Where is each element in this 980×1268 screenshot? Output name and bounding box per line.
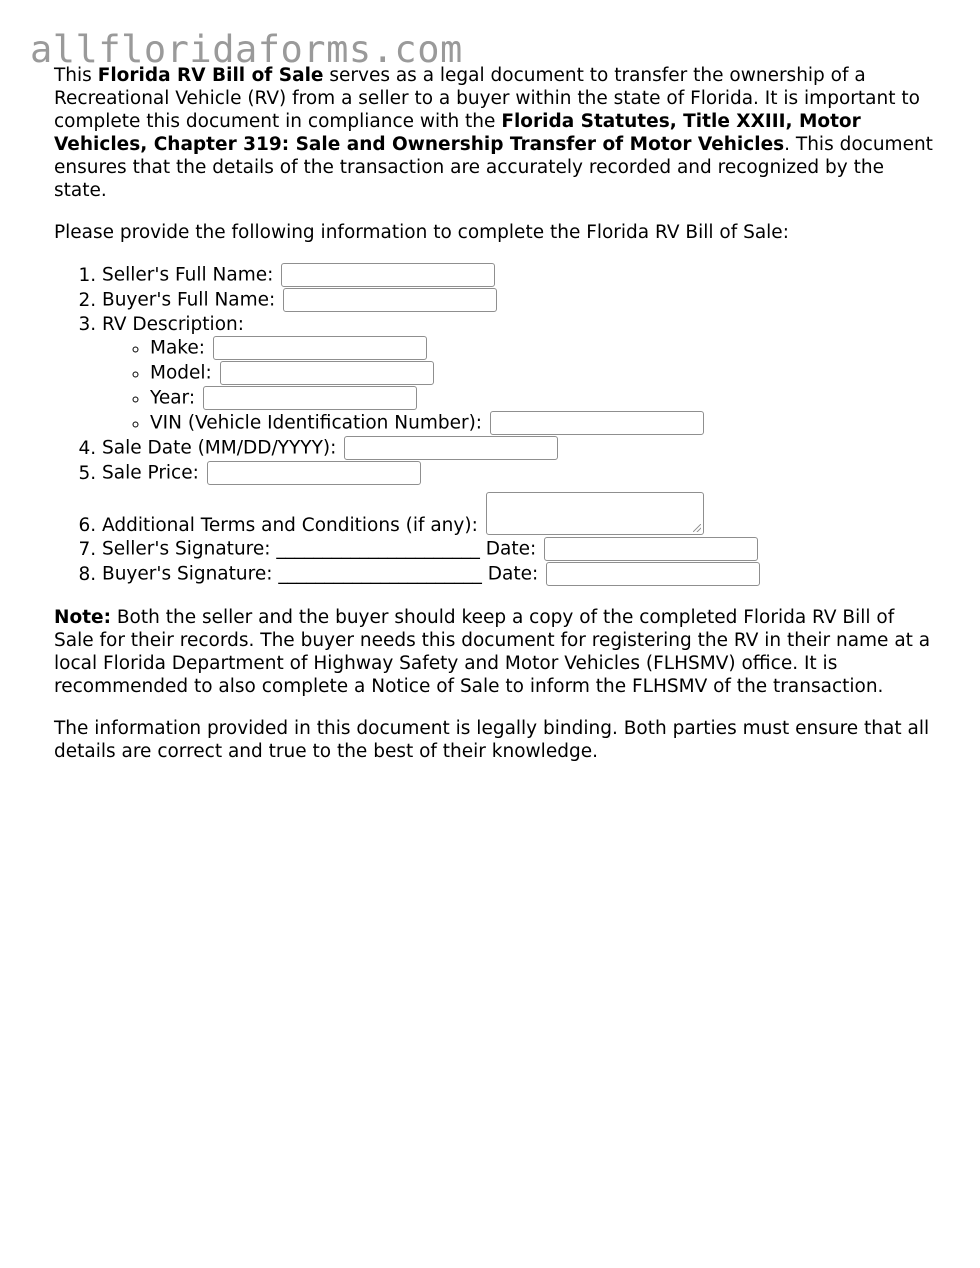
terms-label: Additional Terms and Conditions (if any): xyxy=(102,515,478,536)
buyer-date-label: Date: xyxy=(487,563,539,585)
buyer-signature-line: ______________________ xyxy=(278,563,482,585)
instructions-prompt: Please provide the following information to complete the Florida RV Bill of Sale: xyxy=(54,222,789,243)
intro-bold-statute: Florida Statutes, Title XXIII, Motor Vehicles, Chapter 319: Sale and Ownership Transfer of Motor Vehicles xyxy=(54,111,861,155)
seller-signature-label: Seller's Signature: xyxy=(102,538,271,560)
intro-bold-title: Florida RV Bill of Sale xyxy=(97,65,324,86)
intro-text-2: serves as a legal document to transfer the ownership of a Recreational Vehicle (RV) from a seller to a buyer within the state of Florida. It is important to complete this document in compliance with the xyxy=(54,65,920,132)
resize-grip-icon[interactable] xyxy=(693,524,701,532)
buyer-signature-item xyxy=(102,562,934,587)
year-label: Year: xyxy=(150,387,196,409)
rv-description-list xyxy=(102,336,934,436)
sale-price-item xyxy=(102,461,934,486)
closing-paragraph: The information provided in this document is legally binding. Both parties must ensure that all details are correct and true to the best of their knowledge. xyxy=(54,718,930,762)
seller-date-input[interactable] xyxy=(544,537,758,561)
sale-date-label: Sale Date (MM/DD/YYYY): xyxy=(102,437,337,459)
make-item xyxy=(150,336,934,361)
note-label: Note: xyxy=(54,607,111,628)
vin-input[interactable] xyxy=(490,411,704,435)
buyer-name-input[interactable] xyxy=(283,288,497,312)
terms-textarea[interactable] xyxy=(486,492,704,535)
seller-name-label: Seller's Full Name: xyxy=(102,264,274,286)
seller-name-item xyxy=(102,263,934,288)
seller-name-input[interactable] xyxy=(281,263,495,287)
buyer-name-label: Buyer's Full Name: xyxy=(102,289,276,311)
rv-description-label: RV Description: xyxy=(102,314,244,335)
intro-text-1: This xyxy=(54,65,98,86)
buyer-name-item xyxy=(102,288,934,313)
make-label: Make: xyxy=(150,337,205,359)
make-input[interactable] xyxy=(213,336,427,360)
note-paragraph xyxy=(54,606,934,698)
sale-price-label: Sale Price: xyxy=(102,462,199,484)
buyer-date-input[interactable] xyxy=(546,562,760,586)
watermark: allfloridaforms.com xyxy=(30,28,463,71)
buyer-signature-label: Buyer's Signature: xyxy=(102,563,273,585)
year-item xyxy=(150,386,934,411)
year-input[interactable] xyxy=(203,386,417,410)
model-item xyxy=(150,361,934,386)
document-body xyxy=(54,64,934,763)
vin-label: VIN (Vehicle Identification Number): xyxy=(150,412,483,434)
terms-item xyxy=(102,492,934,537)
sale-price-input[interactable] xyxy=(207,461,421,485)
rv-description-item xyxy=(102,313,934,436)
seller-date-label: Date: xyxy=(485,538,537,560)
note-text: Both the seller and the buyer should keep a copy of the completed Florida RV Bill of Sale for their records. The buyer needs this document for registering the RV in their name at a local Florida Department of Highway Safety and Motor Vehicles (FLHSMV) office. It is recommended to also complete a Notice of Sale to inform the FLHSMV of the transaction. xyxy=(54,607,931,697)
seller-signature-item xyxy=(102,537,934,562)
vin-item xyxy=(150,411,934,436)
sale-date-item xyxy=(102,436,934,461)
model-input[interactable] xyxy=(220,361,434,385)
intro-paragraph xyxy=(54,64,934,202)
seller-signature-line: ______________________ xyxy=(276,538,480,560)
model-label: Model: xyxy=(150,362,212,384)
form-fields-list xyxy=(54,263,934,587)
intro-text-3: . This document ensures that the details of the transaction are accurately recorded and recognized by the state. xyxy=(54,134,933,201)
sale-date-input[interactable] xyxy=(344,436,558,460)
